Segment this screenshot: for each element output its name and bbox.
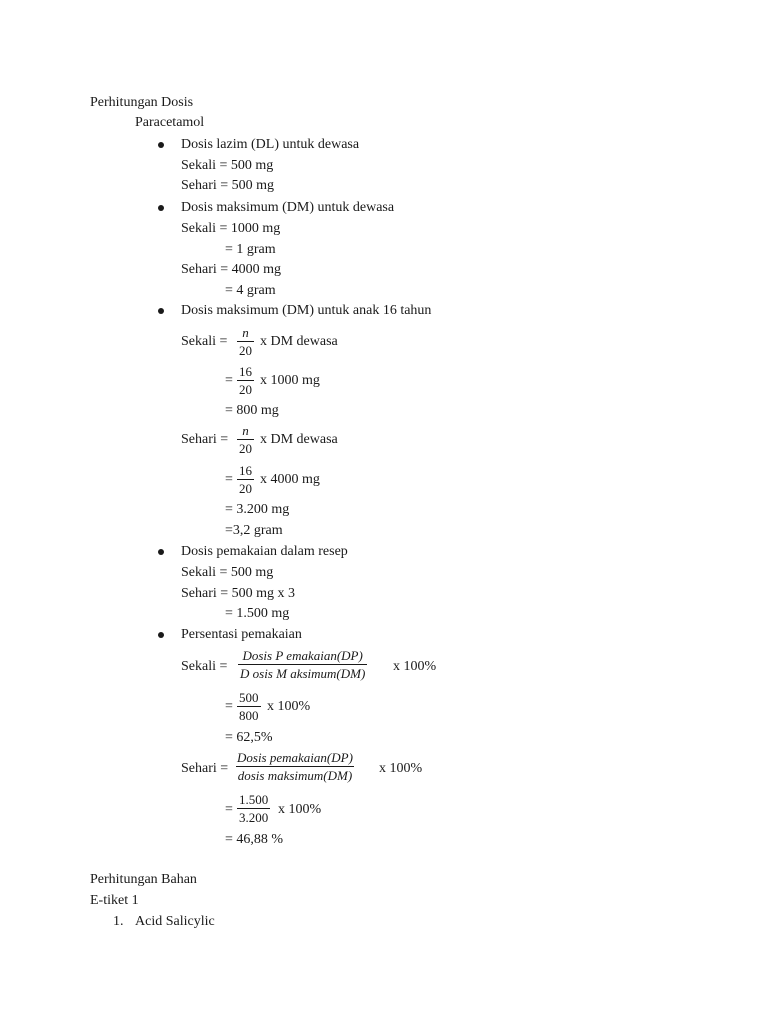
fraction-numerator: Dosis pemakaian(DP) — [237, 750, 353, 765]
fraction-denominator: D osis M aksimum(DM) — [240, 666, 366, 681]
fraction — [237, 364, 254, 397]
bullet-heading: Dosis maksimum (DM) untuk anak 16 tahun — [181, 303, 432, 318]
equation-tail: x DM dewasa — [260, 432, 338, 447]
result-line: =3,2 gram — [225, 523, 283, 538]
equation-tail: x 100% — [379, 761, 423, 776]
fraction-denominator: 20 — [239, 481, 252, 496]
fraction-denominator: 20 — [239, 343, 252, 358]
fraction-numerator: n — [242, 423, 249, 438]
result-line: = 800 mg — [225, 403, 279, 418]
fraction-numerator: Dosis P emakaian(DP) — [242, 648, 363, 663]
bullet-icon — [158, 142, 164, 148]
fraction — [237, 463, 254, 496]
etiket-label: E-tiket 1 — [90, 893, 139, 908]
bullet-heading: Persentasi pemakaian — [181, 627, 302, 642]
dose-line: Sekali = 500 mg — [181, 565, 274, 580]
equation-label: Sekali = — [181, 659, 228, 674]
list-item: Acid Salicylic — [135, 914, 215, 929]
equation-label: Sehari = — [181, 761, 229, 776]
equation-label: Sekali = — [181, 334, 228, 349]
fraction — [237, 792, 270, 825]
bullet-heading: Dosis lazim (DL) untuk dewasa — [181, 137, 360, 152]
equation-tail: x DM dewasa — [260, 334, 338, 349]
section-title-dosis: Perhitungan Dosis — [90, 95, 194, 110]
fraction-numerator: 1.500 — [239, 792, 269, 807]
equation-tail: x 100% — [393, 659, 437, 674]
fraction-denominator: dosis maksimum(DM) — [237, 768, 353, 783]
equals-sign: = — [225, 699, 233, 714]
bullet-icon — [158, 205, 164, 211]
fraction-denominator: 800 — [239, 708, 259, 723]
equation-tail: x 100% — [267, 699, 311, 714]
fraction-numerator: n — [242, 325, 249, 340]
fraction — [235, 750, 355, 783]
fraction — [238, 648, 367, 681]
equals-sign: = — [225, 373, 233, 388]
fraction-denominator: 20 — [239, 382, 252, 397]
bullet-icon — [158, 632, 164, 638]
drug-name: Paracetamol — [135, 115, 205, 130]
equation-tail: x 100% — [278, 802, 322, 817]
bullet-icon — [158, 549, 164, 555]
fraction — [237, 325, 254, 358]
dose-line: = 4 gram — [225, 283, 276, 298]
dose-line: Sekali = 1000 mg — [181, 221, 281, 236]
fraction-numerator: 16 — [239, 463, 252, 478]
equation-tail: x 1000 mg — [260, 373, 320, 388]
equals-sign: = — [225, 472, 233, 487]
fraction-numerator: 16 — [239, 364, 252, 379]
result-line: = 3.200 mg — [225, 502, 290, 517]
dose-line: = 1.500 mg — [225, 606, 290, 621]
result-line: = 46,88 % — [225, 832, 284, 847]
fraction — [237, 690, 261, 723]
result-line: = 62,5% — [225, 730, 273, 745]
equation-label: Sehari = — [181, 432, 229, 447]
equals-sign: = — [225, 802, 233, 817]
dose-line: Sehari = 4000 mg — [181, 262, 282, 277]
bullet-heading: Dosis maksimum (DM) untuk dewasa — [181, 200, 395, 215]
fraction-numerator: 500 — [239, 690, 259, 705]
bullet-icon — [158, 308, 164, 314]
bullet-heading: Dosis pemakaian dalam resep — [181, 544, 348, 559]
section-title-bahan: Perhitungan Bahan — [90, 872, 197, 887]
dose-line: = 1 gram — [225, 242, 276, 257]
dose-line: Sehari = 500 mg — [181, 178, 275, 193]
fraction-denominator: 20 — [239, 441, 252, 456]
fraction-denominator: 3.200 — [239, 810, 269, 825]
equation-tail: x 4000 mg — [260, 472, 320, 487]
fraction — [237, 423, 254, 456]
dose-line: Sekali = 500 mg — [181, 158, 274, 173]
list-number: 1. — [113, 914, 124, 929]
dose-line: Sehari = 500 mg x 3 — [181, 586, 296, 601]
